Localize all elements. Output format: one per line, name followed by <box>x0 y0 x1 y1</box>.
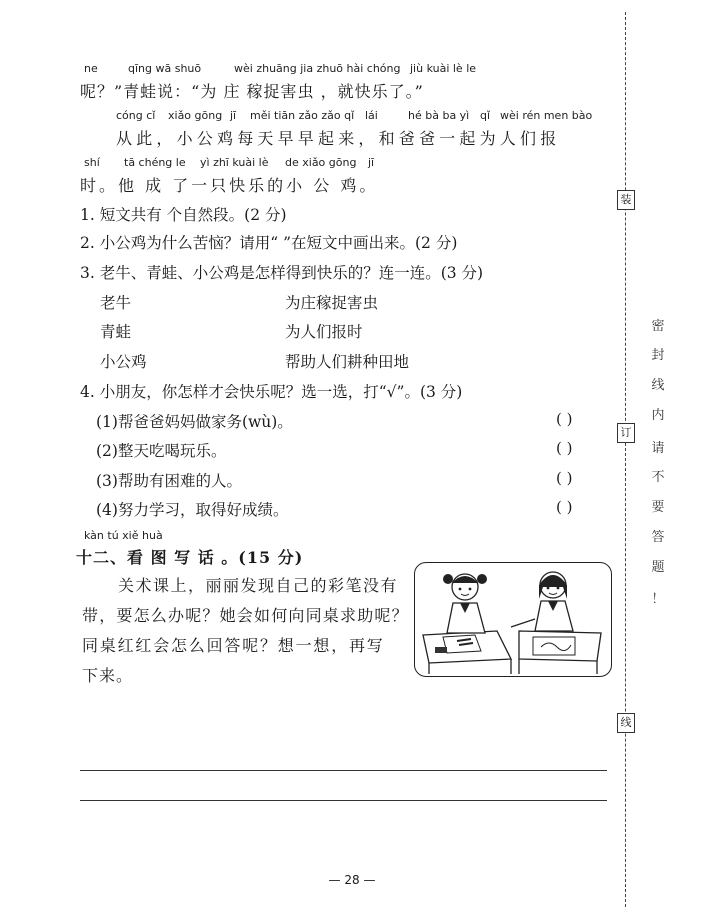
binding-dashed-line <box>625 12 626 907</box>
classroom-illustration <box>414 562 612 677</box>
pinyin-line3-c: yì zhī kuài lè <box>200 156 269 169</box>
notice-char: 不 <box>651 470 665 485</box>
section12-title: 十二、看 图 写 话 。(15 分) <box>76 548 304 567</box>
prompt-line: 下来。 <box>82 666 134 685</box>
story-line3: 时。他 成 了一只快乐的小 公 鸡。 <box>80 176 379 195</box>
notice-char: 要 <box>651 500 665 515</box>
pinyin-line3-e: jī <box>368 156 375 169</box>
writing-line[interactable] <box>80 770 607 771</box>
notice-char: 题 <box>651 560 665 575</box>
story-line1: 呢？”青蛙说：“为 庄 稼捉害虫 ，就快乐了。” <box>80 82 424 101</box>
notice-char: ！ <box>651 592 665 607</box>
pinyin-line3-d: de xiǎo gōng <box>285 156 357 169</box>
prompt-line: 关术课上，丽丽发现自己的彩笔没有 <box>118 576 399 595</box>
pinyin-line1-a: ne <box>84 62 98 75</box>
pinyin-line3-a: shí <box>84 156 100 169</box>
option-text: (1)帮爸爸妈妈做家务(wù)。 <box>96 413 293 431</box>
binding-mark-top: 装 <box>617 190 635 210</box>
notice-char: 封 <box>651 348 665 363</box>
answer-paren[interactable]: ( ) <box>556 469 573 487</box>
question-1: 1. 短文共有 个自然段。(2 分) <box>80 206 287 224</box>
question-2: 2. 小公鸡为什么苦恼？请用“ ”在短文中画出来。(2 分) <box>80 234 458 252</box>
match-right-item[interactable]: 帮助人们耕种田地 <box>285 353 410 371</box>
option-text: (4)努力学习，取得好成绩。 <box>96 501 289 519</box>
pinyin-line2-h: wèi rén men bào <box>500 109 593 122</box>
option-text: (3)帮助有困难的人。 <box>96 472 242 490</box>
story-line2: 从此，小公鸡每天早早起来，和爸爸一起为人们报 <box>116 129 561 148</box>
pinyin-line1-c: wèi zhuāng jia zhuō hài chóng <box>234 62 401 75</box>
pinyin-line3-b: tā chéng le <box>124 156 186 169</box>
pinyin-line2-d: měi tiān zǎo zǎo qǐ <box>250 109 355 122</box>
match-left-item[interactable]: 小公鸡 <box>100 353 147 371</box>
answer-paren[interactable]: ( ) <box>556 498 573 516</box>
notice-char: 线 <box>651 378 665 393</box>
pinyin-line1-d: jiù kuài lè le <box>410 62 477 75</box>
pinyin-line2-c: jī <box>230 109 237 122</box>
prompt-line: 同桌红红会怎么回答呢？想一想，再写 <box>82 636 385 655</box>
pinyin-line2-e: lái <box>365 109 378 122</box>
binding-mark-bottom: 线 <box>617 713 635 733</box>
notice-char: 密 <box>651 319 665 334</box>
pinyin-line2-g: qǐ <box>480 109 491 122</box>
pinyin-line2-a: cóng cǐ <box>116 109 156 122</box>
pinyin-line2-b: xiǎo gōng <box>168 109 223 122</box>
notice-char: 答 <box>651 530 665 545</box>
answer-paren[interactable]: ( ) <box>556 439 573 457</box>
match-right-item[interactable]: 为人们报时 <box>285 323 363 341</box>
writing-line[interactable] <box>80 800 607 801</box>
notice-char: 内 <box>651 408 665 423</box>
pinyin-line2-f: hé bà ba yì <box>408 109 470 122</box>
match-left-item[interactable]: 老牛 <box>100 294 132 312</box>
page-number: — 28 — <box>328 873 376 887</box>
prompt-line: 带，要怎么办呢？她会如何向同桌求助呢？ <box>82 606 409 625</box>
option-text: (2)整天吃喝玩乐。 <box>96 442 227 460</box>
pinyin-line1-b: qīng wā shuō <box>128 62 202 75</box>
section12-pinyin: kàn tú xiě huà <box>84 529 163 542</box>
question-3: 3. 老牛、青蛙、小公鸡是怎样得到快乐的？连一连。(3 分) <box>80 264 484 282</box>
notice-char: 请 <box>651 441 665 456</box>
match-left-item[interactable]: 青蛙 <box>100 323 132 341</box>
match-right-item[interactable]: 为庄稼捉害虫 <box>285 294 379 312</box>
answer-paren[interactable]: ( ) <box>556 410 573 428</box>
binding-mark-mid: 订 <box>617 423 635 443</box>
two-girls-drawing-icon <box>415 563 611 676</box>
question-4: 4. 小朋友，你怎样才会快乐呢？选一选，打“√”。(3 分) <box>80 383 463 401</box>
